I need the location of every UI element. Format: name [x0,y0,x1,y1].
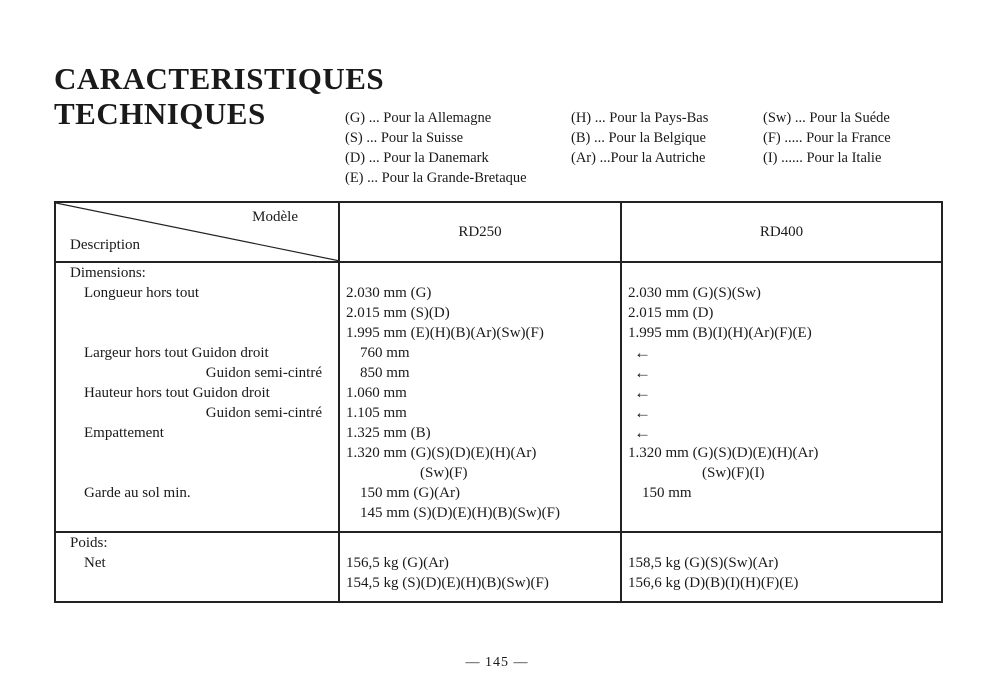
legend-item: (Ar) ...Pour la Autriche [571,150,706,166]
rd250-value: 2.030 mm (G) [346,285,432,301]
legend-item: (E) ... Pour la Grande-Bretaque [345,170,527,186]
rd400-value: 156,6 kg (D)(B)(I)(H)(F)(E) [628,575,799,591]
rd400-value: 2.015 mm (D) [628,305,714,321]
dimensions-rd400-cell [621,262,942,532]
legend-item: (B) ... Pour la Belgique [571,130,706,146]
rd400-value: 150 mm [642,485,692,501]
header-rd250: RD250 [339,202,621,262]
header-description-label: Description [70,237,140,253]
legend-item: (Sw) ... Pour la Suéde [763,110,890,126]
poids-rd250-cell [339,532,621,602]
rd400-value: (Sw)(F)(I) [702,465,765,481]
same-as-left-arrow-icon: ← [634,403,651,422]
table-header-row [55,202,942,262]
row-label: Garde au sol min. [84,485,191,501]
section-heading-dimensions: Dimensions: [70,265,146,281]
header-diagonal-cell [55,202,339,262]
rd250-value: 150 mm (G)(Ar) [360,485,460,501]
rd250-value: 1.060 mm [346,385,407,401]
dimensions-rd250-cell [339,262,621,532]
table-row-poids [55,532,942,602]
same-as-left-arrow-icon: ← [634,363,651,382]
rd250-value: 1.320 mm (G)(S)(D)(E)(H)(Ar) [346,445,537,461]
legend-item: (S) ... Pour la Suisse [345,130,464,146]
rd400-value: 1.995 mm (B)(I)(H)(Ar)(F)(E) [628,325,812,341]
row-label: Empattement [84,425,164,441]
rd400-value [622,503,941,523]
row-label: Hauteur hors tout Guidon droit [84,385,270,401]
legend-item: (G) ... Pour la Allemagne [345,110,492,126]
page-title-line1: CARACTERISTIQUES [54,61,385,96]
table-row-dimensions [55,262,942,532]
poids-labels-cell [55,532,339,602]
rd250-value: 1.995 mm (E)(H)(B)(Ar)(Sw)(F) [346,325,544,341]
page-number: — 145 — [465,655,529,670]
legend-item: (D) ... Pour la Danemark [345,150,489,166]
poids-rd400-cell [621,532,942,602]
same-as-left-arrow-icon: ← [634,383,651,402]
row-label [56,463,338,483]
rd250-value: 760 mm [360,345,410,361]
dimensions-labels-cell [55,262,339,532]
header-model-label: Modèle [252,209,298,225]
row-label [56,503,338,523]
legend-item: (H) ... Pour la Pays-Bas [571,110,709,126]
header-rd400: RD400 [621,202,942,262]
rd400-value: 1.320 mm (G)(S)(D)(E)(H)(Ar) [628,445,819,461]
rd250-value: 2.015 mm (S)(D) [346,305,450,321]
same-as-left-arrow-icon: ← [634,423,651,442]
page-title-line2: TECHNIQUES [54,96,266,131]
same-as-left-arrow-icon: ← [634,343,651,362]
legend-item: (I) ...... Pour la Italie [763,150,882,166]
rd250-value: 1.325 mm (B) [346,425,431,441]
row-label: Largeur hors tout Guidon droit [84,345,269,361]
row-label [56,323,338,343]
row-label [56,303,338,323]
row-label: Net [84,555,106,571]
rd250-value: 154,5 kg (S)(D)(E)(H)(B)(Sw)(F) [346,575,549,591]
rd250-value: 156,5 kg (G)(Ar) [346,555,449,571]
row-label: Longueur hors tout [84,285,199,301]
rd400-value: 2.030 mm (G)(S)(Sw) [628,285,761,301]
rd400-value: 158,5 kg (G)(S)(Sw)(Ar) [628,555,779,571]
row-label [56,443,338,463]
row-label: Guidon semi-cintré [205,365,322,381]
rd250-value: 1.105 mm [346,405,407,421]
spec-table [54,201,943,603]
section-heading-poids: Poids: [70,535,108,551]
row-label: Guidon semi-cintré [205,405,322,421]
rd250-value: 145 mm (S)(D)(E)(H)(B)(Sw)(F) [360,505,560,521]
rd250-value: (Sw)(F) [420,465,468,481]
rd250-value: 850 mm [360,365,410,381]
legend-item: (F) ..... Pour la France [763,130,891,146]
